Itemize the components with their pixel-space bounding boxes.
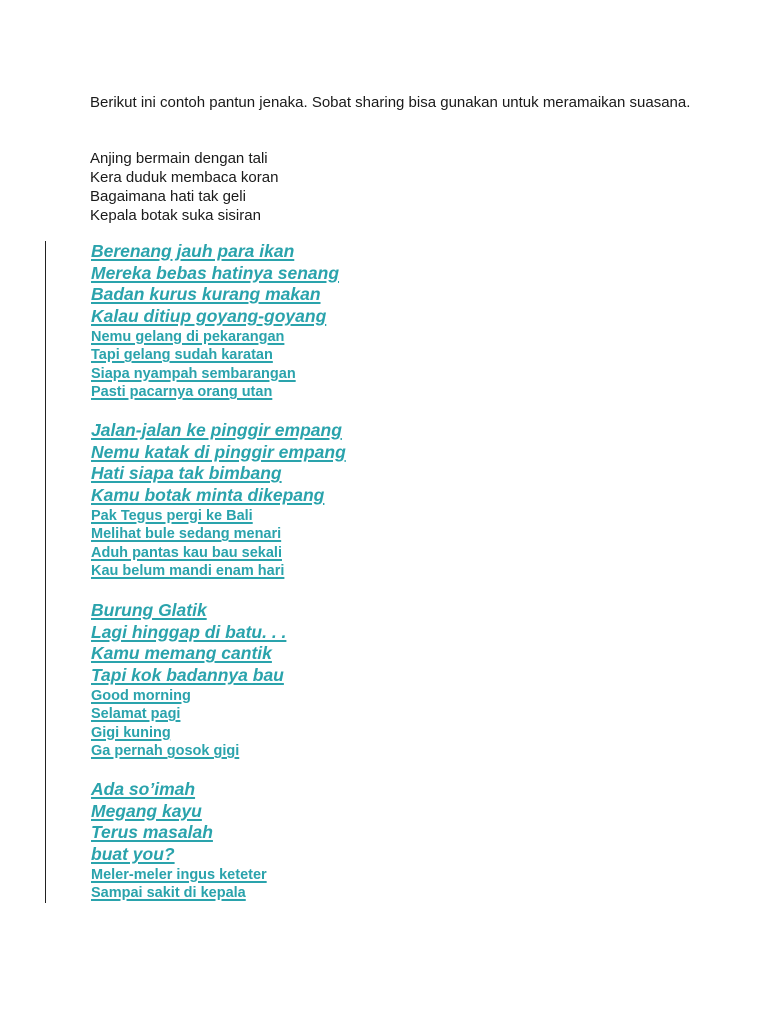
link-line[interactable]: Terus masalah [91, 822, 213, 843]
link-line[interactable]: Nemu katak di pinggir empang [91, 441, 346, 462]
plain-line: Anjing bermain dengan tali [90, 150, 268, 167]
link-line[interactable]: Ga pernah gosok gigi [91, 743, 240, 760]
link-line[interactable]: Tapi kok badannya bau [91, 665, 284, 686]
link-line[interactable]: Megang kayu [91, 800, 202, 821]
intro-paragraph: Berikut ini contoh pantun jenaka. Sobat sharing bisa gunakan untuk meramaikan suasana. [90, 94, 691, 111]
link-line[interactable]: Mereka bebas hatinya senang [91, 262, 340, 283]
link-line[interactable]: Sampai sakit di kepala [91, 885, 246, 902]
link-line[interactable]: Gigi kuning [91, 724, 171, 741]
link-line[interactable]: Pak Tegus pergi ke Bali [91, 507, 253, 524]
pantun-group-1 [91, 241, 339, 402]
link-line[interactable]: buat you? [91, 844, 175, 865]
link-line[interactable]: Tapi gelang sudah karatan [91, 347, 273, 364]
link-line[interactable]: Melihat bule sedang menari [91, 526, 282, 543]
pantun-group-2 [91, 420, 346, 581]
link-line[interactable]: Kamu memang cantik [91, 643, 272, 664]
link-line[interactable]: Nemu gelang di pekarangan [91, 328, 285, 345]
link-line[interactable]: Selamat pagi [91, 706, 181, 723]
link-line[interactable]: Berenang jauh para ikan [91, 241, 295, 261]
plain-stanza [90, 149, 278, 225]
link-line[interactable]: Siapa nyampah sembarangan [91, 365, 296, 382]
plain-line: Kepala botak suka sisiran [90, 207, 261, 224]
change-bar [45, 241, 46, 903]
link-line[interactable]: Pasti pacarnya orang utan [91, 384, 273, 401]
link-line[interactable]: Jalan-jalan ke pinggir empang [91, 420, 342, 440]
link-line[interactable]: Badan kurus kurang makan [91, 284, 321, 305]
link-line[interactable]: Meler-meler ingus keteter [91, 866, 267, 883]
pantun-group-4 [91, 779, 267, 903]
link-line[interactable]: Hati siapa tak bimbang [91, 463, 282, 484]
link-line[interactable]: Aduh pantas kau bau sekali [91, 544, 282, 561]
link-line[interactable]: Burung Glatik [91, 600, 207, 620]
plain-line: Bagaimana hati tak geli [90, 188, 246, 205]
link-line[interactable]: Good morning [91, 687, 191, 704]
link-line[interactable]: Lagi hinggap di batu. . . [91, 621, 287, 642]
pantun-group-3 [91, 600, 286, 761]
plain-line: Kera duduk membaca koran [90, 169, 279, 186]
link-line[interactable]: Kau belum mandi enam hari [91, 563, 285, 580]
link-line[interactable]: Kamu botak minta dikepang [91, 485, 325, 506]
link-line[interactable]: Ada so’imah [91, 779, 196, 799]
link-line[interactable]: Kalau ditiup goyang-goyang [91, 306, 327, 327]
